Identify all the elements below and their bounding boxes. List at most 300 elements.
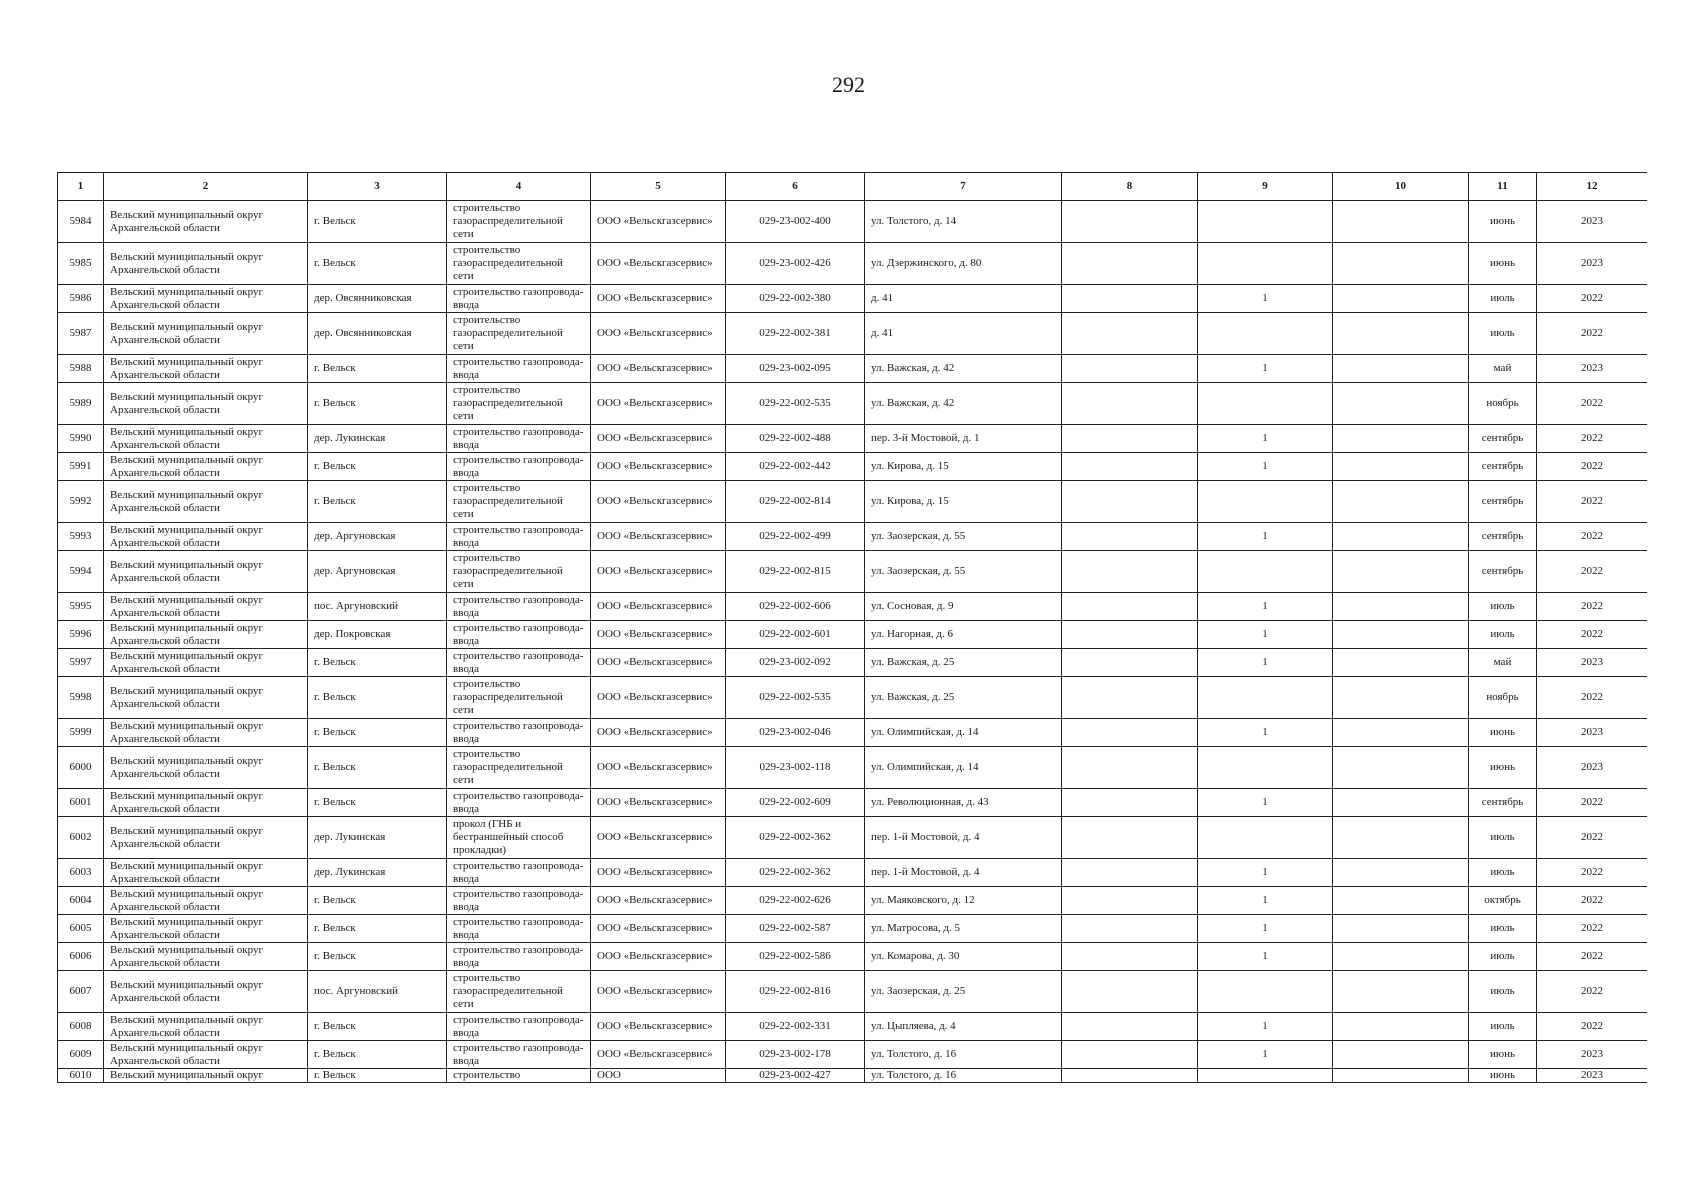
cell-year: 2022 [1537,425,1648,453]
table-row [58,201,1648,243]
cell-municipality: Вельский муниципальный округ Архангельской области [104,943,308,971]
cell-request-number: 029-22-002-626 [726,887,865,915]
cell-work-type: строительство газопровода-ввода [447,719,591,747]
cell-col-10 [1333,243,1469,285]
cell-year: 2023 [1537,355,1648,383]
table-header-row [58,173,1648,201]
cell-col-8 [1062,593,1198,621]
cell-address: ул. Матросова, д. 5 [865,915,1062,943]
cell-request-number: 029-23-002-118 [726,747,865,789]
cell-month: июль [1469,817,1537,859]
table-body [58,201,1648,1083]
cell-count [1198,1069,1333,1083]
cell-address: ул. Кирова, д. 15 [865,453,1062,481]
cell-month: июнь [1469,1041,1537,1069]
cell-settlement: дер. Покровская [308,621,447,649]
cell-col-10 [1333,943,1469,971]
cell-row-number: 5996 [58,621,104,649]
cell-count [1198,383,1333,425]
cell-month: июнь [1469,1069,1537,1083]
table-row [58,859,1648,887]
cell-year: 2022 [1537,943,1648,971]
cell-col-10 [1333,971,1469,1013]
cell-request-number: 029-22-002-609 [726,789,865,817]
cell-col-8 [1062,789,1198,817]
table-row [58,789,1648,817]
cell-row-number: 5995 [58,593,104,621]
cell-col-10 [1333,355,1469,383]
cell-row-number: 5984 [58,201,104,243]
cell-count [1198,747,1333,789]
cell-settlement: дер. Лукинская [308,859,447,887]
cell-municipality: Вельский муниципальный округ Архангельской области [104,915,308,943]
cell-row-number: 6003 [58,859,104,887]
cell-col-8 [1062,453,1198,481]
cell-month: июль [1469,971,1537,1013]
column-header-7: 7 [865,173,1062,201]
cell-month: сентябрь [1469,789,1537,817]
cell-settlement: дер. Аргуновская [308,551,447,593]
cell-col-8 [1062,243,1198,285]
cell-organization: ООО «Вельскгазсервис» [591,649,726,677]
cell-work-type: строительство газораспределительной сети [447,201,591,243]
cell-address: ул. Важская, д. 42 [865,355,1062,383]
cell-request-number: 029-22-002-587 [726,915,865,943]
cell-row-number: 5987 [58,313,104,355]
cell-settlement: г. Вельск [308,677,447,719]
cell-year: 2023 [1537,719,1648,747]
cell-count: 1 [1198,593,1333,621]
cell-count: 1 [1198,859,1333,887]
cell-count: 1 [1198,943,1333,971]
cell-year: 2022 [1537,285,1648,313]
cell-col-10 [1333,285,1469,313]
cell-address: ул. Заозерская, д. 25 [865,971,1062,1013]
cell-settlement: г. Вельск [308,355,447,383]
cell-organization: ООО «Вельскгазсервис» [591,1013,726,1041]
cell-municipality: Вельский муниципальный округ Архангельской области [104,355,308,383]
cell-municipality: Вельский муниципальный округ Архангельской области [104,859,308,887]
cell-row-number: 6000 [58,747,104,789]
cell-col-10 [1333,453,1469,481]
cell-municipality: Вельский муниципальный округ Архангельской области [104,285,308,313]
cell-col-10 [1333,817,1469,859]
cell-request-number: 029-22-002-380 [726,285,865,313]
cell-address: ул. Толстого, д. 14 [865,201,1062,243]
cell-organization: ООО «Вельскгазсервис» [591,915,726,943]
cell-row-number: 5999 [58,719,104,747]
cell-municipality: Вельский муниципальный округ Архангельской области [104,789,308,817]
cell-row-number: 5993 [58,523,104,551]
cell-col-8 [1062,915,1198,943]
table-row [58,453,1648,481]
cell-col-10 [1333,915,1469,943]
table-row [58,551,1648,593]
cell-municipality: Вельский муниципальный округ Архангельской области [104,243,308,285]
cell-count: 1 [1198,887,1333,915]
cell-year: 2022 [1537,593,1648,621]
cell-count: 1 [1198,355,1333,383]
cell-year: 2022 [1537,859,1648,887]
table-row [58,481,1648,523]
cell-month: июнь [1469,719,1537,747]
cell-address: ул. Важская, д. 25 [865,649,1062,677]
cell-organization: ООО «Вельскгазсервис» [591,593,726,621]
cell-municipality: Вельский муниципальный округ Архангельской области [104,621,308,649]
cell-work-type: строительство газопровода-ввода [447,453,591,481]
cell-col-8 [1062,481,1198,523]
cell-municipality: Вельский муниципальный округ Архангельской области [104,313,308,355]
cell-organization: ООО «Вельскгазсервис» [591,1041,726,1069]
table-row [58,1013,1648,1041]
table-row [58,313,1648,355]
cell-organization: ООО «Вельскгазсервис» [591,523,726,551]
cell-count [1198,481,1333,523]
cell-municipality: Вельский муниципальный округ Архангельской области [104,747,308,789]
column-header-10: 10 [1333,173,1469,201]
cell-col-8 [1062,1041,1198,1069]
cell-request-number: 029-22-002-362 [726,817,865,859]
cell-col-10 [1333,523,1469,551]
cell-organization: ООО «Вельскгазсервис» [591,971,726,1013]
cell-work-type: строительство газопровода-ввода [447,887,591,915]
cell-row-number: 6001 [58,789,104,817]
cell-year: 2023 [1537,1041,1648,1069]
cell-settlement: г. Вельск [308,243,447,285]
cell-address: ул. Заозерская, д. 55 [865,523,1062,551]
cell-municipality: Вельский муниципальный округ Архангельской области [104,383,308,425]
cell-address: ул. Заозерская, д. 55 [865,551,1062,593]
table-row [58,971,1648,1013]
cell-count [1198,677,1333,719]
cell-year: 2023 [1537,243,1648,285]
cell-work-type: строительство [447,1069,591,1083]
cell-year: 2022 [1537,789,1648,817]
cell-work-type: строительство газопровода-ввода [447,789,591,817]
cell-year: 2023 [1537,747,1648,789]
cell-work-type: строительство газопровода-ввода [447,425,591,453]
cell-col-8 [1062,285,1198,313]
cell-col-10 [1333,551,1469,593]
table-row [58,593,1648,621]
cell-settlement: г. Вельск [308,383,447,425]
table-row [58,1069,1648,1083]
column-header-3: 3 [308,173,447,201]
cell-month: май [1469,649,1537,677]
register-table [57,172,1647,1083]
cell-organization: ООО «Вельскгазсервис» [591,425,726,453]
cell-organization: ООО [591,1069,726,1083]
cell-row-number: 6002 [58,817,104,859]
table-row [58,943,1648,971]
cell-organization: ООО «Вельскгазсервис» [591,677,726,719]
cell-address: ул. Толстого, д. 16 [865,1069,1062,1083]
cell-municipality: Вельский муниципальный округ Архангельской области [104,971,308,1013]
cell-organization: ООО «Вельскгазсервис» [591,621,726,649]
cell-settlement: г. Вельск [308,1041,447,1069]
cell-month: июнь [1469,747,1537,789]
cell-month: сентябрь [1469,523,1537,551]
cell-municipality: Вельский муниципальный округ Архангельской области [104,593,308,621]
cell-row-number: 5985 [58,243,104,285]
cell-month: июль [1469,859,1537,887]
cell-year: 2022 [1537,915,1648,943]
cell-work-type: строительство газораспределительной сети [447,971,591,1013]
cell-month: июнь [1469,243,1537,285]
cell-month: июль [1469,313,1537,355]
cell-row-number: 6005 [58,915,104,943]
cell-col-10 [1333,313,1469,355]
cell-address: ул. Комарова, д. 30 [865,943,1062,971]
cell-work-type: строительство газопровода-ввода [447,523,591,551]
cell-row-number: 5997 [58,649,104,677]
cell-organization: ООО «Вельскгазсервис» [591,201,726,243]
cell-work-type: строительство газопровода-ввода [447,649,591,677]
cell-year: 2022 [1537,453,1648,481]
column-header-11: 11 [1469,173,1537,201]
cell-month: октябрь [1469,887,1537,915]
cell-request-number: 029-22-002-601 [726,621,865,649]
cell-organization: ООО «Вельскгазсервис» [591,285,726,313]
cell-settlement: г. Вельск [308,915,447,943]
cell-request-number: 029-23-002-426 [726,243,865,285]
cell-count [1198,201,1333,243]
cell-request-number: 029-22-002-606 [726,593,865,621]
cell-count [1198,817,1333,859]
cell-request-number: 029-22-002-331 [726,1013,865,1041]
cell-col-8 [1062,859,1198,887]
cell-request-number: 029-22-002-535 [726,677,865,719]
cell-count [1198,551,1333,593]
cell-work-type: строительство газораспределительной сети [447,481,591,523]
cell-municipality: Вельский муниципальный округ Архангельской области [104,677,308,719]
column-header-6: 6 [726,173,865,201]
cell-year: 2022 [1537,313,1648,355]
cell-row-number: 6008 [58,1013,104,1041]
cell-count: 1 [1198,915,1333,943]
cell-row-number: 5988 [58,355,104,383]
cell-request-number: 029-22-002-488 [726,425,865,453]
cell-year: 2022 [1537,817,1648,859]
cell-address: д. 41 [865,285,1062,313]
cell-count [1198,243,1333,285]
cell-address: ул. Кирова, д. 15 [865,481,1062,523]
cell-row-number: 5992 [58,481,104,523]
table-row [58,915,1648,943]
cell-col-10 [1333,383,1469,425]
cell-organization: ООО «Вельскгазсервис» [591,243,726,285]
column-header-2: 2 [104,173,308,201]
column-header-4: 4 [447,173,591,201]
cell-work-type: строительство газопровода-ввода [447,859,591,887]
cell-request-number: 029-22-002-381 [726,313,865,355]
cell-request-number: 029-22-002-816 [726,971,865,1013]
cell-work-type: строительство газораспределительной сети [447,383,591,425]
cell-address: пер. 1-й Мостовой, д. 4 [865,859,1062,887]
cell-col-8 [1062,523,1198,551]
cell-settlement: г. Вельск [308,1013,447,1041]
cell-count: 1 [1198,621,1333,649]
cell-col-10 [1333,719,1469,747]
cell-year: 2022 [1537,621,1648,649]
cell-request-number: 029-22-002-535 [726,383,865,425]
cell-request-number: 029-22-002-815 [726,551,865,593]
cell-row-number: 6010 [58,1069,104,1083]
cell-organization: ООО «Вельскгазсервис» [591,887,726,915]
cell-month: ноябрь [1469,677,1537,719]
cell-col-10 [1333,1041,1469,1069]
cell-row-number: 5989 [58,383,104,425]
cell-col-8 [1062,971,1198,1013]
cell-col-10 [1333,621,1469,649]
cell-month: июль [1469,1013,1537,1041]
cell-work-type: строительство газораспределительной сети [447,313,591,355]
cell-row-number: 5994 [58,551,104,593]
cell-year: 2023 [1537,649,1648,677]
cell-address: ул. Олимпийская, д. 14 [865,719,1062,747]
cell-row-number: 5986 [58,285,104,313]
cell-col-10 [1333,593,1469,621]
cell-settlement: г. Вельск [308,719,447,747]
cell-row-number: 6009 [58,1041,104,1069]
cell-year: 2022 [1537,551,1648,593]
cell-municipality: Вельский муниципальный округ Архангельской области [104,453,308,481]
cell-year: 2022 [1537,887,1648,915]
cell-request-number: 029-22-002-442 [726,453,865,481]
cell-year: 2022 [1537,383,1648,425]
cell-work-type: строительство газопровода-ввода [447,621,591,649]
cell-year: 2023 [1537,201,1648,243]
cell-col-8 [1062,817,1198,859]
cell-col-10 [1333,201,1469,243]
table-row [58,817,1648,859]
cell-year: 2022 [1537,1013,1648,1041]
cell-count [1198,971,1333,1013]
cell-settlement: пос. Аргуновский [308,593,447,621]
cell-municipality: Вельский муниципальный округ Архангельской области [104,817,308,859]
cell-col-10 [1333,1013,1469,1041]
cell-col-10 [1333,677,1469,719]
cell-col-10 [1333,859,1469,887]
cell-organization: ООО «Вельскгазсервис» [591,943,726,971]
table-row [58,425,1648,453]
cell-row-number: 5991 [58,453,104,481]
cell-address: ул. Цыпляева, д. 4 [865,1013,1062,1041]
cell-settlement: г. Вельск [308,201,447,243]
cell-col-8 [1062,551,1198,593]
table-row [58,243,1648,285]
cell-organization: ООО «Вельскгазсервис» [591,383,726,425]
register-table-container [57,172,1647,1107]
cell-count: 1 [1198,425,1333,453]
column-header-8: 8 [1062,173,1198,201]
cell-organization: ООО «Вельскгазсервис» [591,453,726,481]
column-header-12: 12 [1537,173,1648,201]
cell-col-8 [1062,887,1198,915]
cell-settlement: дер. Лукинская [308,817,447,859]
cell-organization: ООО «Вельскгазсервис» [591,859,726,887]
cell-month: сентябрь [1469,551,1537,593]
cell-settlement: г. Вельск [308,481,447,523]
cell-request-number: 029-23-002-046 [726,719,865,747]
cell-settlement: г. Вельск [308,789,447,817]
table-row [58,1041,1648,1069]
cell-settlement: г. Вельск [308,887,447,915]
cell-col-8 [1062,1069,1198,1083]
cell-municipality: Вельский муниципальный округ Архангельской области [104,201,308,243]
table-row [58,677,1648,719]
cell-request-number: 029-23-002-400 [726,201,865,243]
cell-col-8 [1062,649,1198,677]
cell-work-type: строительство газопровода-ввода [447,593,591,621]
cell-municipality: Вельский муниципальный округ Архангельской области [104,551,308,593]
cell-settlement: г. Вельск [308,1069,447,1083]
cell-col-8 [1062,383,1198,425]
cell-municipality: Вельский муниципальный округ Архангельской области [104,1013,308,1041]
cell-month: июль [1469,285,1537,313]
cell-municipality: Вельский муниципальный округ Архангельской области [104,719,308,747]
cell-row-number: 5990 [58,425,104,453]
cell-col-8 [1062,201,1198,243]
cell-work-type: строительство газопровода-ввода [447,355,591,383]
cell-municipality: Вельский муниципальный округ Архангельской области [104,523,308,551]
cell-settlement: дер. Овсянниковская [308,285,447,313]
cell-col-10 [1333,1069,1469,1083]
cell-col-8 [1062,621,1198,649]
cell-col-10 [1333,481,1469,523]
column-header-9: 9 [1198,173,1333,201]
cell-work-type: строительство газопровода-ввода [447,915,591,943]
cell-settlement: г. Вельск [308,453,447,481]
cell-count [1198,313,1333,355]
table-row [58,621,1648,649]
cell-month: сентябрь [1469,481,1537,523]
cell-settlement: пос. Аргуновский [308,971,447,1013]
cell-address: ул. Маяковского, д. 12 [865,887,1062,915]
table-row [58,747,1648,789]
cell-work-type: строительство газопровода-ввода [447,943,591,971]
cell-col-10 [1333,425,1469,453]
cell-col-10 [1333,887,1469,915]
cell-settlement: дер. Аргуновская [308,523,447,551]
table-row [58,383,1648,425]
cell-request-number: 029-22-002-362 [726,859,865,887]
cell-month: июль [1469,915,1537,943]
cell-work-type: строительство газопровода-ввода [447,285,591,313]
cell-municipality: Вельский муниципальный округ [104,1069,308,1083]
cell-month: июль [1469,593,1537,621]
cell-month: июнь [1469,201,1537,243]
cell-settlement: дер. Овсянниковская [308,313,447,355]
cell-address: пер. 1-й Мостовой, д. 4 [865,817,1062,859]
cell-count: 1 [1198,285,1333,313]
cell-work-type: строительство газораспределительной сети [447,243,591,285]
cell-municipality: Вельский муниципальный округ Архангельской области [104,649,308,677]
cell-request-number: 029-23-002-178 [726,1041,865,1069]
cell-address: ул. Нагорная, д. 6 [865,621,1062,649]
cell-year: 2022 [1537,523,1648,551]
cell-organization: ООО «Вельскгазсервис» [591,747,726,789]
cell-address: ул. Толстого, д. 16 [865,1041,1062,1069]
cell-count: 1 [1198,719,1333,747]
cell-year: 2023 [1537,1069,1648,1083]
cell-month: сентябрь [1469,453,1537,481]
cell-organization: ООО «Вельскгазсервис» [591,719,726,747]
cell-organization: ООО «Вельскгазсервис» [591,551,726,593]
cell-request-number: 029-22-002-499 [726,523,865,551]
cell-col-8 [1062,1013,1198,1041]
cell-year: 2022 [1537,481,1648,523]
